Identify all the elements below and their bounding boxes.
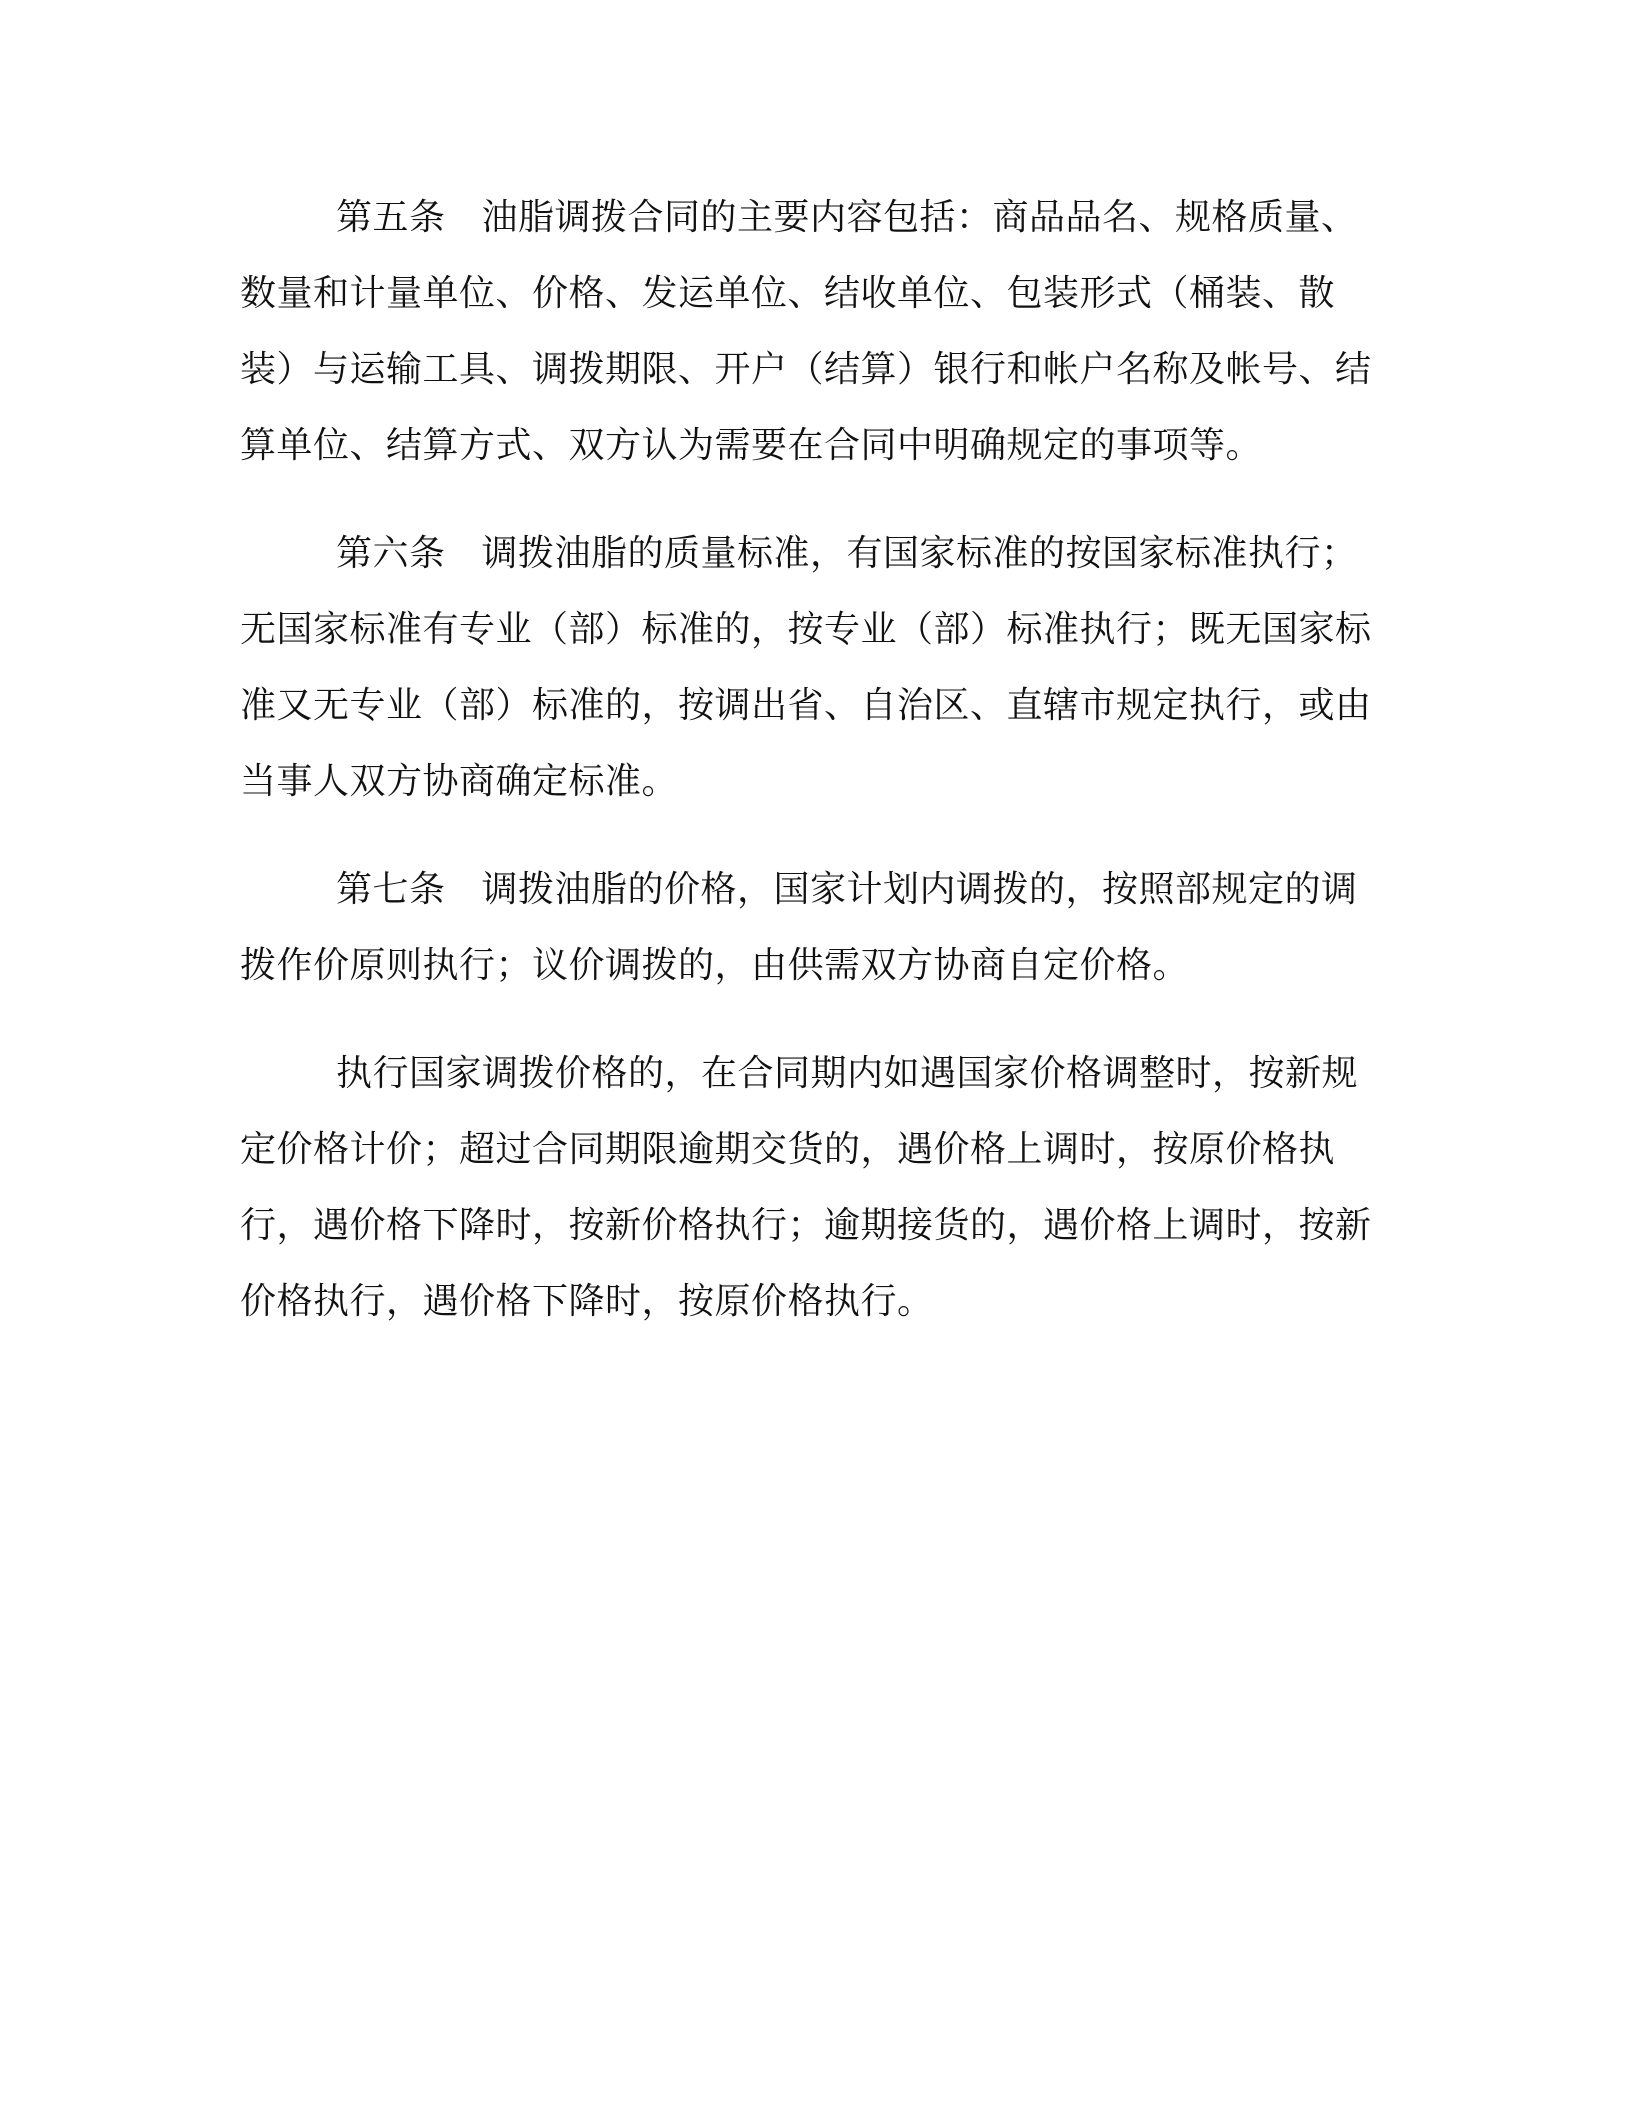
article-6-paragraph: [240, 516, 1380, 820]
article-7-label: 第七条: [336, 869, 446, 910]
article-7-text: 调拨油脂的价格，国家计划内调拨的，按照部规定的调拨作价原则执行；议价调拨的，由供需双方协商自定价格。: [240, 869, 1358, 986]
article-5-paragraph: [240, 180, 1380, 484]
price-adjustment-paragraph: [240, 1036, 1380, 1340]
article-6-text: 调拨油脂的质量标准，有国家标准的按国家标准执行；无国家标准有专业（部）标准的，按专业（部）标准执行；既无国家标准又无专业（部）标准的，按调出省、自治区、直辖市规定执行，或由当事人双方协商确定标准。: [240, 533, 1372, 802]
article-5-label: 第五条: [336, 197, 446, 238]
price-adjustment-text: 执行国家调拨价格的，在合同期内如遇国家价格调整时，按新规定价格计价；超过合同期限逾期交货的，遇价格上调时，按原价格执行，遇价格下降时，按新价格执行；逾期接货的，遇价格上调时，按新价格执行，遇价格下降时，按原价格执行。: [240, 1053, 1372, 1322]
article-5-text: 油脂调拨合同的主要内容包括：商品品名、规格质量、数量和计量单位、价格、发运单位、结收单位、包装形式（桶装、散装）与运输工具、调拨期限、开户（结算）银行和帐户名称及帐号、结算单位、结算方式、双方认为需要在合同中明确规定的事项等。: [240, 197, 1372, 466]
document-body: [240, 180, 1380, 1372]
article-6-label: 第六条: [336, 533, 446, 574]
article-7-paragraph: [240, 852, 1380, 1004]
